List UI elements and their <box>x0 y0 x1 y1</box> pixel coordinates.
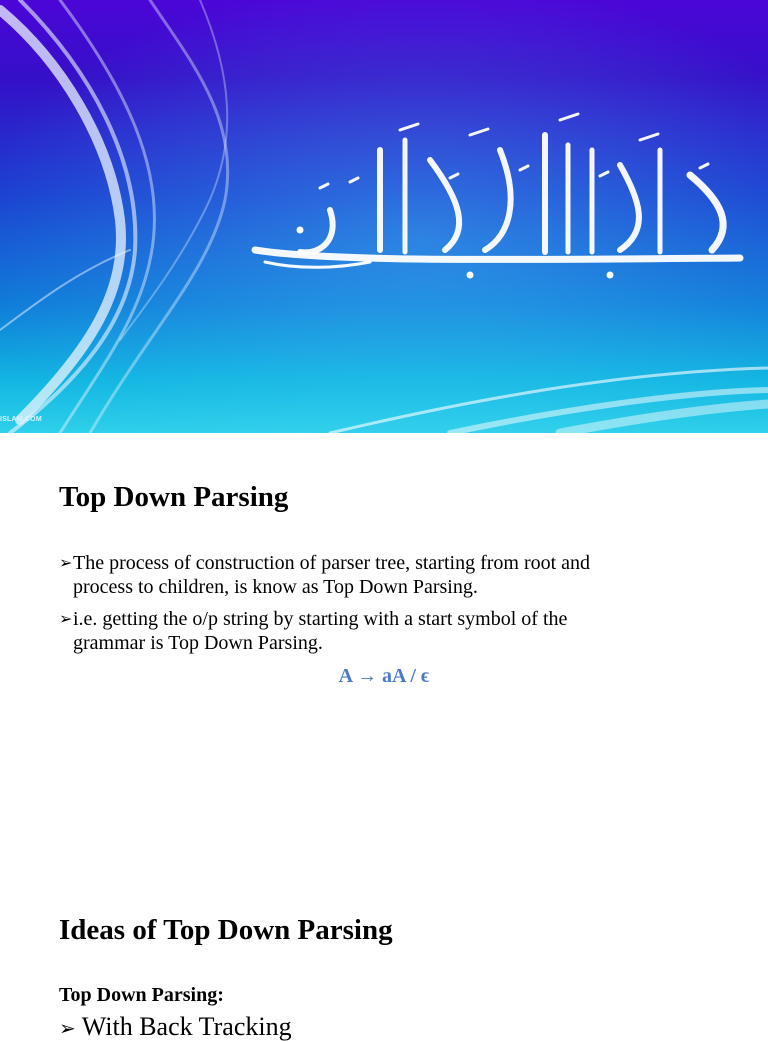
bullet-item <box>59 607 709 655</box>
slide-title-ideas: Ideas of Top Down Parsing <box>59 914 393 946</box>
bullet-item <box>59 551 709 599</box>
sub-heading: Top Down Parsing: <box>59 984 224 1006</box>
arrow-bullet-icon: ➢ <box>59 1016 76 1040</box>
bullet-text: With Back Tracking <box>81 1012 292 1041</box>
bullet-text-line1: i.e. getting the o/p string by starting with a start symbol of the <box>73 608 568 630</box>
bullet-text-line2: process to children, is know as Top Down Parsing. <box>73 576 478 598</box>
arrow-bullet-icon: ➢ <box>59 553 73 572</box>
formula-text: A → aA / ϵ <box>338 665 430 687</box>
banner-credit: ISLAM.COM <box>0 416 42 423</box>
bullet-text-line1: The process of construction of parser tree, starting from root and <box>73 552 591 574</box>
bullet-text-line2: grammar is Top Down Parsing. <box>73 632 323 654</box>
slide-title-top-down-parsing: Top Down Parsing <box>59 481 289 513</box>
banner-artwork <box>0 0 768 433</box>
bullet-list <box>59 551 709 663</box>
arrow-bullet-icon: ➢ <box>59 609 73 628</box>
bullet-item-cut <box>59 1012 292 1042</box>
grammar-formula <box>0 663 768 689</box>
header-banner <box>0 0 768 433</box>
